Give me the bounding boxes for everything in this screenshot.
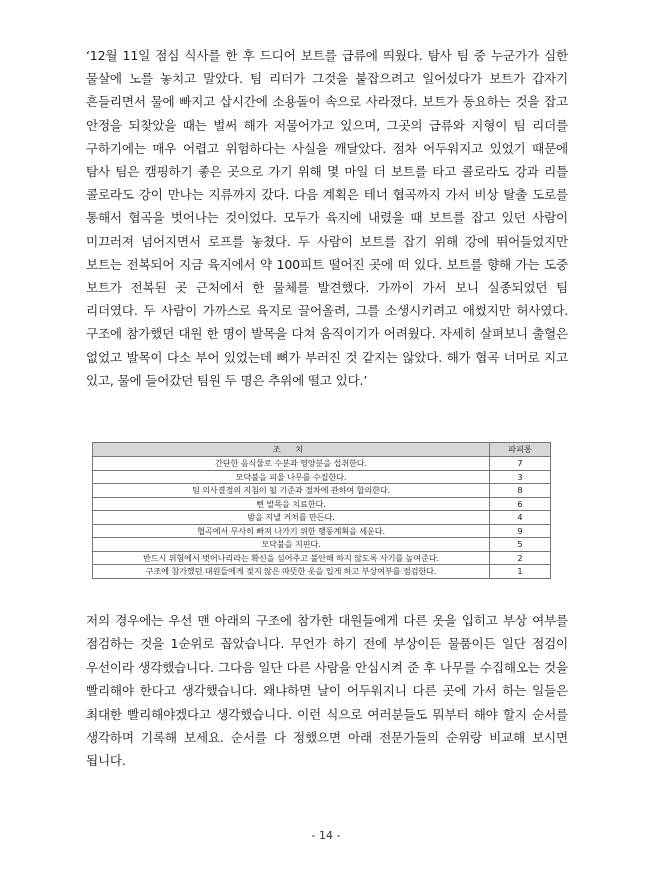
row-order: 8 <box>490 484 551 498</box>
row-task: 삔 발목을 치료한다. <box>93 497 490 511</box>
author-commentary-paragraph: 저의 경우에는 우선 맨 아래의 구조에 참가한 대원들에게 다른 옷을 입히고 부상 여부를 점검하는 것을 1순위로 꼽았습니다. 무언가 하기 전에 부상이든 물품이든 일단 점검이 우선이라 생각했습니다. 그다음 일단 다른 사람을 안심시켜 준 후 나무를 수집해오는 것을 빨리해야 한다고 생각했습니다. 왜냐하면 날이 어두워지니 다른 곳에 가서 하는 일들은 최대한 빨리해야겠다고 생각했습니다. 이런 식으로 여러분들도 뭐부터 해야 할지 순서를 생각하며 기록해 보세요. 순서를 다 정했으면 아래 전문가들의 순위랑 비교해 보시면 됩니다. <box>86 613 568 769</box>
table-row <box>93 524 551 538</box>
page-number: - 14 - <box>311 829 341 842</box>
table-row <box>93 457 551 471</box>
row-order: 2 <box>490 551 551 565</box>
table-row <box>93 511 551 525</box>
row-task: 협곡에서 무사히 빠져 나가기 위한 행동계획을 세운다. <box>93 524 490 538</box>
row-order: 4 <box>490 511 551 525</box>
table-row <box>93 565 551 579</box>
row-task: 간단한 음식물로 수분과 영양분을 섭취한다. <box>93 457 490 471</box>
row-task: 모닥불을 피울 나무를 수집한다. <box>93 470 490 484</box>
actions-table <box>92 442 551 579</box>
table-row <box>93 538 551 552</box>
row-task: 팀 의사결정의 지침이 될 기준과 절차에 관하여 합의한다. <box>93 484 490 498</box>
actions-table-container <box>92 442 550 579</box>
row-task: 구조에 참가했던 대원들에게 젖지 않은 따뜻한 옷을 입게 하고 부상여부를 점검한다. <box>93 565 490 579</box>
row-order: 7 <box>490 457 551 471</box>
scenario-quote-paragraph: ‘12월 11일 점심 식사를 한 후 드디어 보트를 급류에 띄웠다. 탐사 팀 중 누군가가 심한 물살에 노를 놓치고 말았다. 팀 리더가 그것을 붙잡으려고 일어섰다가 보트가 갑자기 흔들리면서 물에 빠지고 삽시간에 소용돌이 속으로 사라졌다. 보트가 동요하는 것을 잡고 안정을 되찾았을 때는 벌써 해가 저물어가고 있으며, 그곳의 급류와 지형이 팀 리더를 구하기에는 매우 어렵고 위험하다는 사실을 깨달았다. 점차 어두워지고 있었기 때문에 탐사 팀은 캠핑하기 좋은 곳으로 가기 위해 몇 마일 더 보트를 타고 콜로라도 강과 리틀 콜로라도 강이 만나는 지류까지 갔다. 다음 계획은 테너 협곡까지 가서 비상 탈출 도로를 통해서 협곡을 벗어나는 것이었다. 모두가 육지에 내렸을 때 보트를 잡고 있던 사람이 미끄러져 넘어지면서 로프를 놓쳤다. 두 사람이 보트를 잡기 위해 강에 뛰어들었지만 보트는 전복되어 지금 육지에서 약 100피트 떨어진 곳에 떠 있다. 보트를 향해 가는 도중 보트가 전복된 곳 근처에서 한 물체를 발견했다. 가까이 가서 보니 실종되었던 팀 리더였다. 두 사람이 가까스로 육지로 끌어올려, 그를 소생시키려고 애썼지만 허사였다. 구조에 참가했던 대원 한 명이 발목을 다쳐 움직이기가 어려웠다. 자세히 살펴보니 출혈은 없었고 발목이 다소 부어 있었는데 뼈가 부러진 것 같지는 않았다. 해가 협곡 너머로 지고 있고, 물에 들어갔던 팀원 두 명은 추위에 떨고 있다.’ <box>86 48 568 388</box>
row-order: 3 <box>490 470 551 484</box>
row-order: 9 <box>490 524 551 538</box>
row-task: 반드시 위험에서 벗어나리라는 확신을 심어주고 불안해 하지 않도록 사기를 높여준다. <box>93 551 490 565</box>
table-row <box>93 470 551 484</box>
row-order: 5 <box>490 538 551 552</box>
row-task: 밤을 지낼 거처를 만든다. <box>93 511 490 525</box>
header-order: 파피롱 <box>490 443 551 457</box>
header-task: 조 치 <box>93 443 490 457</box>
table-row <box>93 497 551 511</box>
row-order: 6 <box>490 497 551 511</box>
row-order: 1 <box>490 565 551 579</box>
table-row <box>93 551 551 565</box>
table-row <box>93 484 551 498</box>
row-task: 모닥불을 지핀다. <box>93 538 490 552</box>
table-header-row <box>93 443 551 457</box>
